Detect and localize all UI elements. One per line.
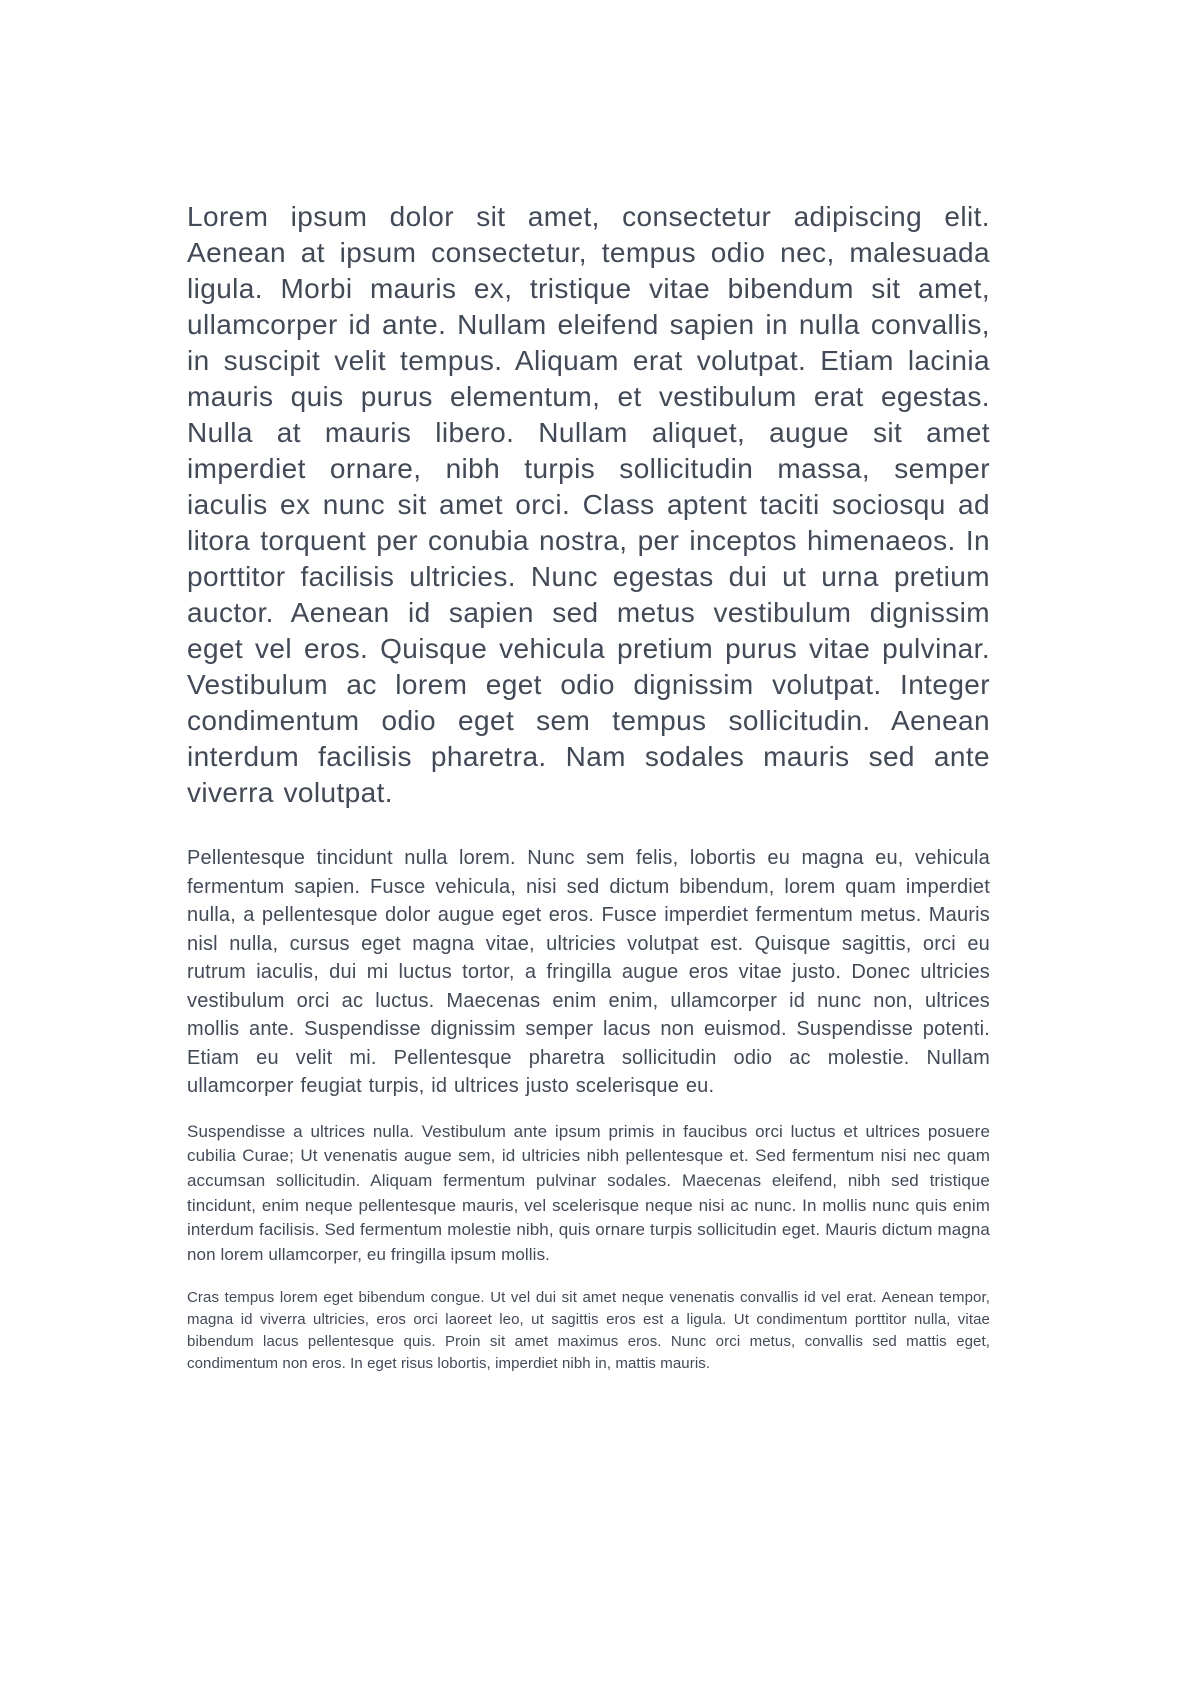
paragraph-second: Pellentesque tincidunt nulla lorem. Nunc sem felis, lobortis eu magna eu, vehicula fermentum sapien. Fusce vehicula, nisi sed dictum bibendum, lorem quam imperdiet nulla, a pellentesque dolor augue eget eros. Fusce imperdiet fermentum metus. Mauris nisl nulla, cursus eget magna vitae, ultricies volutpat est. Quisque sagittis, orci eu rutrum iaculis, dui mi luctus tortor, a fringilla augue eros vitae justo. Donec ultricies vestibulum orci ac luctus. Maecenas enim enim, ullamcorper id nunc non, ultrices mollis ante. Suspendisse dignissim semper lacus non euismod. Suspendisse potenti. Etiam eu velit mi. Pellentesque pharetra sollicitudin odio ac molestie. Nullam ullamcorper feugiat turpis, id ultrices justo scelerisque eu.: [187, 847, 990, 1097]
paragraph-third: Suspendisse a ultrices nulla. Vestibulum ante ipsum primis in faucibus orci luctus et ultrices posuere cubilia Curae; Ut venenatis augue sem, id ultricies nibh pellentesque et. Sed fermentum nisi nec quam accumsan sollicitudin. Aliquam fermentum pulvinar sodales. Maecenas eleifend, nibh sed tristique tincidunt, enim neque pellentesque mauris, vel scelerisque neque nisi ac nunc. In mollis nunc quis enim interdum facilisis. Sed fermentum molestie nibh, quis ornare turpis sollicitudin eget. Mauris dictum magna non lorem ullamcorper, eu fringilla ipsum mollis.: [187, 1121, 990, 1265]
paragraph-fourth: Cras tempus lorem eget bibendum congue. Ut vel dui sit amet neque venenatis convallis id vel erat. Aenean tempor, magna id viverra ultricies, eros orci laoreet leo, ut sagittis eros est a ligula. Ut condimentum porttitor nulla, vitae bibendum lacus pellentesque quis. Proin sit amet maximus eros. Nunc orci metus, convallis sed mattis eget, condimentum non eros. In eget risus lobortis, imperdiet nibh in, mattis mauris.: [187, 1288, 990, 1372]
text-content: [187, 199, 990, 1375]
paragraph-lead: Lorem ipsum dolor sit amet, consectetur adipiscing elit. Aenean at ipsum consectetur, tempus odio nec, malesuada ligula. Morbi mauris ex, tristique vitae bibendum sit amet, ullamcorper id ante. Nullam eleifend sapien in nulla convallis, in suscipit velit tempus. Aliquam erat volutpat. Etiam lacinia mauris quis purus elementum, et vestibulum erat egestas. Nulla at mauris libero. Nullam aliquet, augue sit amet imperdiet ornare, nibh turpis sollicitudin massa, semper iaculis ex nunc sit amet orci. Class aptent taciti sociosqu ad litora torquent per conubia nostra, per inceptos himenaeos. In porttitor facilisis ultricies. Nunc egestas dui ut urna pretium auctor. Aenean id sapien sed metus vestibulum dignissim eget vel eros. Quisque vehicula pretium purus vitae pulvinar. Vestibulum ac lorem eget odio dignissim volutpat. Integer condimentum odio eget sem tempus sollicitudin. Aenean interdum facilisis pharetra. Nam sodales mauris sed ante viverra volutpat.: [187, 201, 990, 808]
